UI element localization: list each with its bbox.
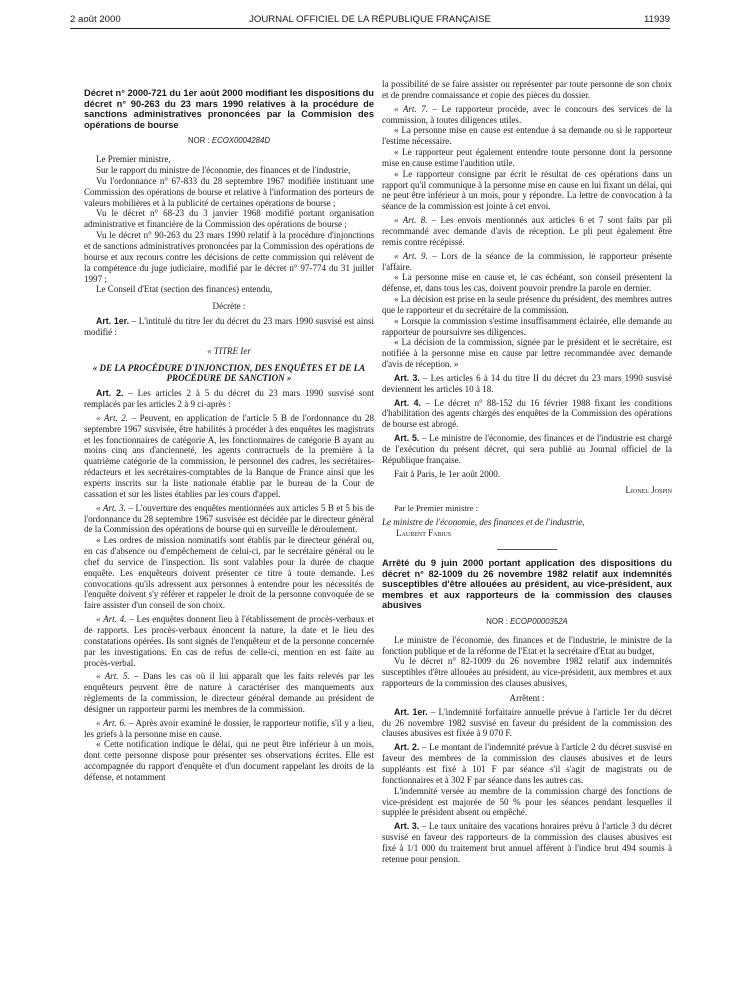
nor-code: ECOP0000352A bbox=[510, 616, 568, 626]
nor-reference-2 bbox=[382, 617, 672, 628]
arretent-heading: Arrêtent : bbox=[509, 692, 545, 703]
preamble-para: Sur le rapport du ministre de l'économie, des finances et de l'industrie, bbox=[96, 165, 351, 176]
sub-article-label: « Art. 8. bbox=[394, 215, 428, 226]
left-column bbox=[84, 88, 374, 783]
par-le-premier-ministre: Par le Premier ministre : bbox=[394, 503, 479, 514]
article-text: – Le décret n° 88-152 du 16 février 1988 fixant les conditions d'habilitation des agents chargés des enquêtes de la Commission des opérations de bourse est abrogé. bbox=[382, 397, 672, 430]
header-journal-title: JOURNAL OFFICIEL DE LA RÉPUBLIQUE FRANÇAISE bbox=[249, 14, 491, 25]
section-divider bbox=[497, 549, 557, 550]
nor-code: ECOX0004284D bbox=[211, 136, 270, 146]
decree-title: Décret n° 2000-721 du 1er août 2000 modifiant les dispositions du décret n° 90-263 du 23 mars 1990 relatives à la procédure de sanctions administratives prononcées par la Commision des opérations de bourse bbox=[84, 88, 374, 130]
decrete-heading: Décrète : bbox=[212, 301, 246, 312]
article-text: – Le ministre de l'économie, des finances et de l'industrie est chargé de l'exécution du présent décret, qui sera publié au Journal officiel de la République française. bbox=[382, 433, 673, 465]
continued-para: la possibilité de se faire assister ou représenter par toute personne de son choix et de prendre connaissance et copie des pièces du dossier. bbox=[382, 79, 672, 100]
sub-article-para: « La personne mise en cause est entendue à sa demande ou si le rapporteur l'estime nécessaire. bbox=[382, 125, 672, 147]
article-label: Art. 3. bbox=[394, 821, 420, 832]
sub-article-text: – Après avoir examiné le dossier, le rapporteur notifie, s'il y a lieu, les griefs à la personne mise en cause. bbox=[84, 717, 374, 739]
article-2 bbox=[84, 388, 374, 410]
article-1 bbox=[84, 316, 374, 338]
article-label: Art. 5. bbox=[394, 433, 420, 444]
sub-article-label: « Art. 3. bbox=[96, 502, 126, 513]
sub-article-label: « Art. 9. bbox=[394, 250, 428, 261]
preamble-para: Vu le décret n° 68-23 du 3 janvier 1968 modifié portant organisation administrative et financière de la Commission des opérations de bourse ; bbox=[84, 208, 374, 230]
preamble-para: Le Conseil d'Etat (section des finances) entendu, bbox=[96, 284, 273, 295]
article-label: Art. 3. bbox=[394, 372, 420, 383]
right-column bbox=[382, 79, 672, 865]
article-label: Art. 2. bbox=[96, 388, 124, 399]
article-label: Art. 2. bbox=[394, 742, 420, 753]
sub-article-para: « La décision de la commission, signée par le président et le secrétaire, est notifiée à la personne mise en cause par lettre recommandée avec demande d'avis de réception. » bbox=[382, 337, 672, 370]
preamble-para: Le ministre de l'économie, des finances et de l'industrie, le ministre de la fonction publique et de la réforme de l'Etat et la secrétaire d'Etat au budget, bbox=[382, 634, 672, 656]
header-page-number: 11939 bbox=[644, 14, 670, 25]
article-text: – Le montant de l'indemnité prévue à l'article 2 du décret susvisé en faveur des membres de la commission des clauses abusives et de leurs suppléants est fixé à 101 F par séance s'il s'agit de magistrats ou de fonctionnaires et à 302 F par séance dans les autres cas. bbox=[382, 742, 672, 785]
preamble-para: Le Premier ministre, bbox=[96, 154, 171, 165]
running-header bbox=[70, 14, 670, 28]
sub-article-3 bbox=[84, 503, 374, 536]
sub-article-text: – L'ouverture des enquêtes mentionnées aux articles 5 B et 5 bis de l'ordonnance du 28 septembre 1967 susvisée est décidée par le directeur général de la Commission des opérations de bourse qui en surveille le déroulement. bbox=[84, 502, 374, 535]
nor-label: NOR : bbox=[486, 616, 508, 626]
article-text: – Le taux unitaire des vacations horaires prévu à l'article 3 du décret susvisé en faveur des rapporteurs de la commission des clauses abusives est fixé à 1/1 000 du traitement brut annuel afférent à l'indice brut 494 soumis à retenue pour pension. bbox=[382, 821, 672, 864]
sub-article-para: « Cette notification indique le délai, qui ne peut être inférieur à un mois, dont cette personne dispose pour présenter ses observations écrites. Elle est accompagnée du rapport d'enquête et d'un document rappelant les droits de la défense, et notamment bbox=[84, 739, 374, 782]
article-5 bbox=[382, 433, 672, 466]
sub-article-label: « Art. 2. bbox=[96, 412, 129, 423]
article-text: – Les articles 2 à 5 du décret du 23 mars 1990 susvisé sont remplacés par les articles 2 à 9 ci-après : bbox=[84, 388, 374, 410]
sub-article-para: « Lorsque la commission s'estime insuffisamment éclairée, elle demande au rapporteur de poursuivre ses diligences. bbox=[382, 315, 672, 337]
minister-name: Laurent Fabius bbox=[396, 528, 452, 539]
sub-article-4 bbox=[84, 614, 374, 668]
article-text: – L'intitulé du titre Ier du décret du 23 mars 1990 susvisé est ainsi modifié : bbox=[84, 316, 374, 337]
article-label: Art. 1er. bbox=[96, 316, 130, 327]
arrete-article-2 bbox=[382, 742, 672, 785]
header-date: 2 août 2000 bbox=[70, 14, 121, 25]
titre-heading: « TITRE Ier bbox=[207, 345, 251, 356]
sub-article-para: « La décision est prise en la seule présence du président, des membres autres que le rapporteur et du secrétaire de la commission. bbox=[382, 294, 672, 315]
sub-article-para: « Le rapporteur peut également entendre toute personne dont la personne mise en cause estime l'audition utile. bbox=[382, 147, 672, 168]
signatory-name: Lionel Jospin bbox=[625, 484, 672, 495]
sub-article-label: « Art. 6. bbox=[96, 717, 127, 728]
arrete-article-1 bbox=[382, 707, 672, 740]
sub-article-2 bbox=[84, 413, 374, 500]
article-label: Art. 1er. bbox=[394, 706, 428, 717]
sub-article-para: « Les ordres de mission nominatifs sont établis par le directeur général ou, en cas d'absence ou d'empêchement de celui-ci, par le secrétaire général ou le chef du service de l'inspection. Ils sont valables pour la durée de chaque enquête. Les enquêteurs doivent présenter ce titre à toute demande. Les convocations qu'ils adressent aux personnes à entendre pour les nécessités de l'enquête doivent s'y référer et rappeler le droit de la personne convoquée de se faire assister d'un conseil de son choix. bbox=[84, 535, 374, 611]
nor-label: NOR : bbox=[188, 136, 210, 146]
preamble-para: Vu l'ordonnance n° 67-833 du 28 septembre 1967 modifiée instituant une Commission des opérations de bourse et relative à l'information des porteurs de valeurs mobilières et à la publicité de certaines opérations de bourse ; bbox=[84, 175, 374, 208]
sub-article-text: – Lors de la séance de la commission, le rapporteur présente l'affaire. bbox=[382, 250, 672, 272]
sub-article-label: « Art. 5. bbox=[96, 671, 130, 682]
preamble-para: Vu le décret n° 82-1009 du 26 novembre 1982 relatif aux indemnités susceptibles d'être allouées au président, au vice-président, aux membres et aux rapporteurs de la commission des clauses abusives, bbox=[382, 656, 672, 689]
article-4 bbox=[382, 398, 672, 431]
sub-article-label: « Art. 4. bbox=[96, 614, 127, 625]
sub-article-7 bbox=[382, 104, 672, 126]
article-3 bbox=[382, 373, 672, 395]
article-text: – Les articles 6 à 14 du titre II du décret du 23 mars 1990 susvisé deviennent les articles 10 à 18. bbox=[382, 372, 672, 394]
sub-article-para: « Le rapporteur consigne par écrit le résultat de ces opérations dans un rapport qu'il communique à la personne mise en cause en lui fixant un délai, qui ne peut être inférieur à un mois, pour y répondre. La lettre de convocation à la séance de la commission est jointe à cet envoi. bbox=[382, 168, 672, 212]
sub-article-text: – Peuvent, en application de l'article 5 B de l'ordonnance du 28 septembre 1967 susvisée, être habilités à procéder à des enquêtes les magistrats et les fonctionnaires de catégorie A, les fonctionnaires de catégorie B ayant au moins cinq ans d'ancienneté, les agents contractuels de la première à la quatrième catégorie de la commission, le personnel des cadres, les secrétaires-rédacteurs et les secrétaires-comptables de la Banque de France ainsi que les experts inscrits sur la liste nationale établie par le bureau de la Cour de cassation et sur les listes établies par les cours d'appel. bbox=[84, 412, 374, 499]
sub-article-text: – Les enquêtes donnent lieu à l'établissement de procès-verbaux et de rapports. Les procès-verbaux énoncent la nature, la date et le lieu des constatations opérées. Ils sont signés de l'enquêteur et de la personne concernée par les investigations. En cas de refus de celle-ci, mention en est faite au procès-verbal. bbox=[84, 614, 375, 668]
sub-article-8 bbox=[382, 215, 672, 248]
sub-article-text: – Les envois mentionnés aux articles 6 et 7 sont faits par pli recommandé avec demande d'avis de réception. Le pli peut également être remis contre récépissé. bbox=[382, 215, 672, 247]
article-label: Art. 4. bbox=[394, 397, 421, 408]
sub-article-para: « La personne mise en cause et, le cas échéant, son conseil présentent la défense, et, dans tous les cas, doivent pouvoir prendre la parole en dernier. bbox=[382, 272, 672, 294]
header-rule bbox=[70, 28, 670, 29]
sub-article-label: « Art. 7. bbox=[394, 103, 428, 114]
minister-title: Le ministre de l'économie, des finances et de l'industrie, bbox=[382, 517, 585, 528]
arrete-title: Arrêté du 9 juin 2000 portant application des dispositions du décret n° 82-1009 du 26 novembre 1982 relatif aux indemnités susceptibles d'être allouées au président, au vice-président, aux membres et aux rapporteurs de la commission des clauses abusives bbox=[382, 557, 672, 611]
sub-article-text: – Le rapporteur procède, avec le concours des services de la commission, à toutes diligences utiles. bbox=[382, 103, 672, 125]
nor-reference bbox=[84, 136, 374, 147]
sub-article-6 bbox=[84, 718, 374, 740]
sub-article-5 bbox=[84, 671, 374, 714]
article-para: L'indemnité versée au membre de la commission chargé des fonctions de vice-président est majorée de 50 % pour les séances pendant lesquelles il supplée le président absent ou empêché. bbox=[382, 785, 672, 818]
arrete-article-3 bbox=[382, 821, 672, 864]
sub-article-text: – Dans les cas où il lui apparaît que les faits relevés par les enquêteurs peuvent être de nature à caractériser des manquements aux règlements de la commission, le directeur général demande au président de désigner un rapporteur parmi les membres de la commission. bbox=[84, 671, 375, 714]
fait-line: Fait à Paris, le 1er août 2000. bbox=[394, 468, 501, 479]
preamble-para: Vu le décret n° 90-263 du 23 mars 1990 relatif à la procédure d'injonctions et de sanctions administratives prononcées par la Commission des opérations de bourse et aux recours contre les décisions de cette commission qui relèvent de la compétence du juge judiciaire, modifié par le décret n° 97-774 du 31 juillet 1997 ; bbox=[84, 230, 374, 284]
sub-article-9 bbox=[382, 251, 672, 273]
titre-subheading: « DE LA PROCÉDURE D'INJONCTION, DES ENQUÊTES ET DE LA PROCÉDURE DE SANCTION » bbox=[92, 362, 366, 384]
article-text: – L'indemnité forfaitaire annuelle prévue à l'article 1er du décret du 26 novembre 1982 susvisé en faveur du président de la commission des clauses abusives est fixée à 9 070 F. bbox=[382, 706, 672, 739]
